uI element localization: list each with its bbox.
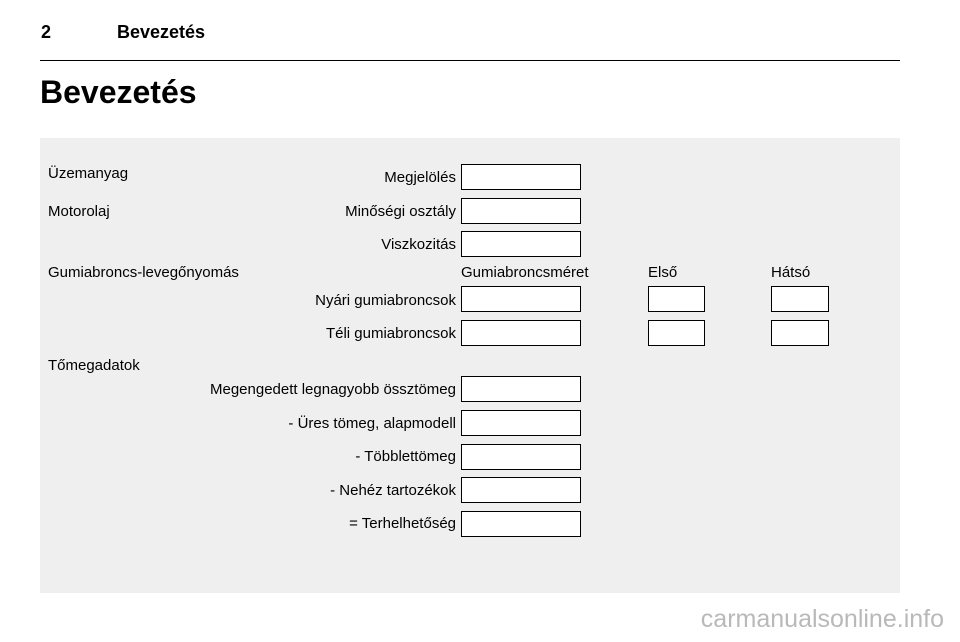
oil-viscosity-field[interactable] xyxy=(461,231,581,257)
vehicle-data-form xyxy=(40,138,900,593)
fuel-heading: Üzemanyag xyxy=(48,165,129,182)
winter-rear-pressure-field[interactable] xyxy=(771,320,829,346)
winter-tyres-label: Téli gumiabroncsok xyxy=(325,325,456,342)
summer-rear-pressure-field[interactable] xyxy=(771,286,829,312)
heavy-accessories-field[interactable] xyxy=(461,477,581,503)
empty-weight-label: - Üres tömeg, alapmodell xyxy=(288,415,456,432)
watermark-text: carmanualsonline.info xyxy=(700,605,944,633)
fuel-designation-field[interactable] xyxy=(461,164,581,190)
empty-weight-field[interactable] xyxy=(461,410,581,436)
heavy-accessories-label: - Nehéz tartozékok xyxy=(330,482,456,499)
summer-front-pressure-field[interactable] xyxy=(648,286,705,312)
tyre-size-column-header: Gumiabroncsméret xyxy=(461,264,589,281)
payload-label: = Terhelhetőség xyxy=(349,515,456,532)
extra-weight-field[interactable] xyxy=(461,444,581,470)
oil-quality-field[interactable] xyxy=(461,198,581,224)
header-divider xyxy=(40,60,900,61)
running-header-title: Bevezetés xyxy=(117,22,206,42)
page-number: 2 xyxy=(41,22,52,42)
fuel-designation-label: Megjelölés xyxy=(384,169,456,186)
engine-oil-heading: Motorolaj xyxy=(48,203,110,220)
oil-viscosity-label: Viszkozitás xyxy=(381,236,456,253)
summer-tyre-size-field[interactable] xyxy=(461,286,581,312)
extra-weight-label: - Többlettömeg xyxy=(355,448,456,465)
section-title: Bevezetés xyxy=(40,74,197,110)
max-gross-weight-label: Megengedett legnagyobb össztömeg xyxy=(209,381,456,398)
winter-tyre-size-field[interactable] xyxy=(461,320,581,346)
rear-column-header: Hátsó xyxy=(771,264,811,281)
max-gross-weight-field[interactable] xyxy=(461,376,581,402)
payload-field[interactable] xyxy=(461,511,581,537)
oil-quality-label: Minőségi osztály xyxy=(345,203,456,220)
tyre-pressure-heading: Gumiabroncs-levegőnyomás xyxy=(48,264,239,281)
front-column-header: Első xyxy=(648,264,678,281)
weight-data-heading: Tőmegadatok xyxy=(48,357,140,374)
winter-front-pressure-field[interactable] xyxy=(648,320,705,346)
summer-tyres-label: Nyári gumiabroncsok xyxy=(315,292,456,309)
